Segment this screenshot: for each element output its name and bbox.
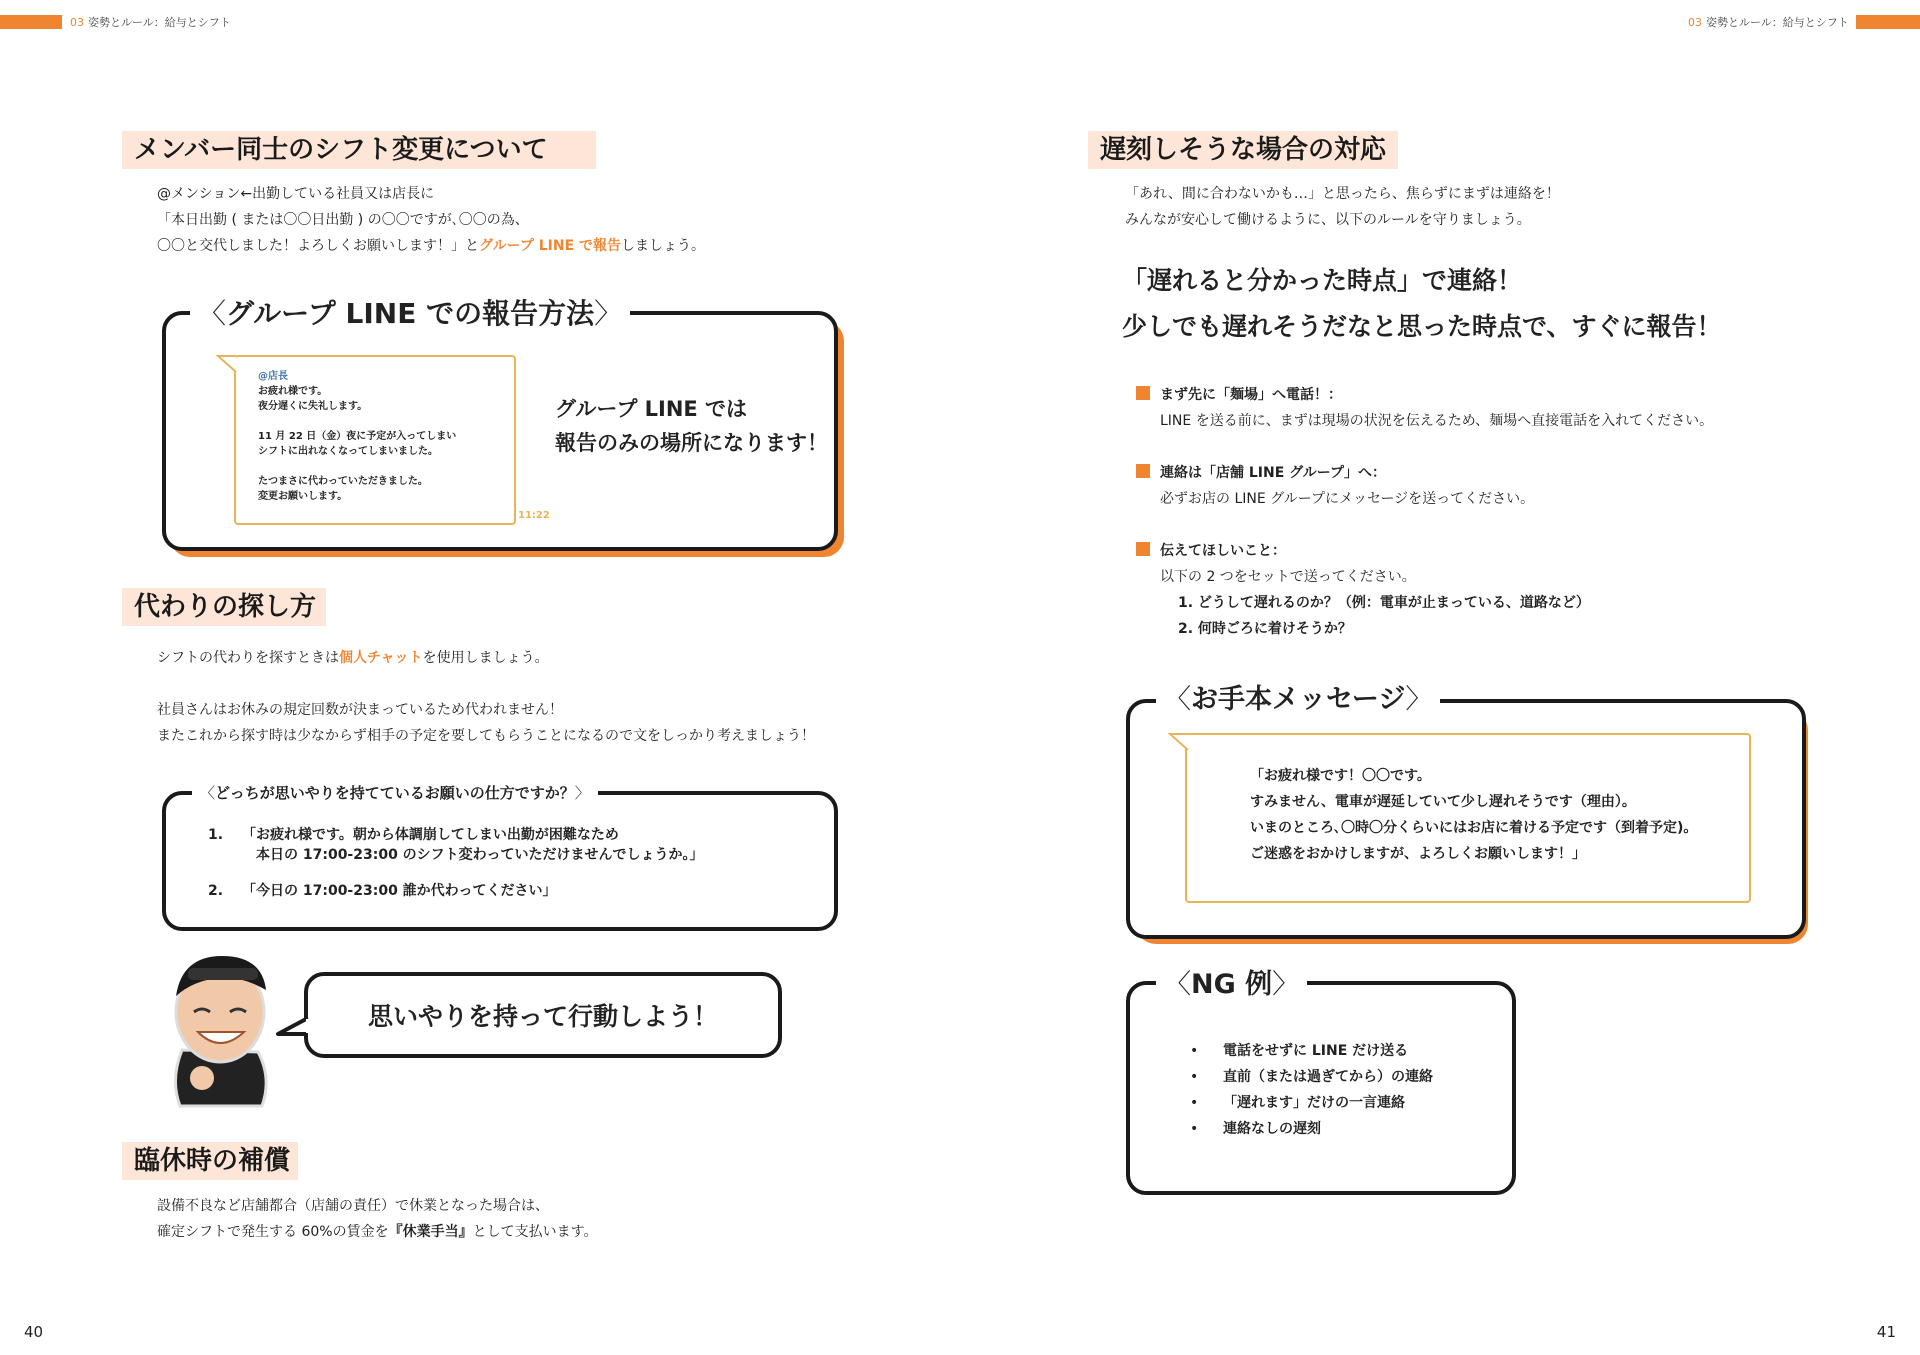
section-title-shift-change: メンバー同士のシフト変更について	[122, 131, 596, 169]
section-title-find-replacement: 代わりの探し方	[122, 588, 326, 626]
text-line: 「あれ、間に合わないかも…」と思ったら、焦らずにまずは連絡を！	[1125, 186, 1560, 202]
section-title-late-response: 遅刻しそうな場合の対応	[1088, 131, 1398, 169]
chat-line: 夜分遅くに失礼します。	[258, 401, 368, 412]
ng-example-box-title: 〈NG 例〉	[1156, 965, 1307, 1005]
chat-tail-icon	[216, 354, 238, 376]
item-text: 「今日の 17:00-23:00 誰か代わってください」	[242, 883, 557, 899]
chat-line: 変更お願いします。	[258, 491, 348, 502]
header-label-right	[1688, 14, 1849, 30]
chat-line: シフトに出れなくなってしまいました。	[258, 446, 438, 457]
shift-change-text	[157, 181, 705, 259]
text-line: @メンション←出勤している社員又は店長に	[157, 186, 435, 202]
highlight-text: 『休業手当』	[388, 1224, 473, 1240]
sub-item: 2. 何時ごろに着けそうか？	[1178, 621, 1352, 637]
rule-title: 伝えてほしいこと：	[1160, 543, 1286, 559]
header-chapter-number: 03	[70, 16, 84, 29]
text-line: 〇〇と交代しました！よろしくお願いします！」とグループ LINE で報告しましょう。	[157, 238, 706, 254]
sample-message-box-title: 〈お手本メッセージ〉	[1156, 680, 1440, 720]
chat-line: たつまさに代わっていただきました。	[258, 476, 428, 487]
closure-compensation-text	[157, 1193, 597, 1245]
item-text: 「お疲れ様です。朝から体調崩してしまい出勤が困難なため	[242, 827, 619, 843]
message-line: いまのところ､〇時〇分くらいにはお店に着ける予定です（到着予定)。	[1250, 820, 1698, 836]
chat-timestamp: 11:22	[518, 510, 550, 521]
chat-line: 11 月 22 日（金）夜に予定が入ってしまい	[258, 431, 457, 442]
headline-line: 「遅れると分かった時点」で連絡！	[1122, 266, 1523, 295]
header-label-left	[70, 14, 231, 30]
square-bullet-icon	[1136, 464, 1150, 478]
header-chapter-title: 姿勢とルール：給与とシフト	[88, 16, 231, 29]
sample-message-text	[1250, 763, 1697, 867]
page-number-right: 41	[1876, 1323, 1896, 1341]
text-line: 確定シフトで発生する 60%の賃金を『休業手当』として支払います。	[157, 1224, 598, 1240]
rule-title: 連絡は「店舗 LINE グループ」へ：	[1160, 465, 1387, 481]
item-number: 2.	[208, 883, 224, 899]
example-item-2	[208, 881, 557, 901]
section-title-closure-compensation: 臨休時の補償	[122, 1142, 298, 1180]
text-line: 設備不良など店舗都合（店舗の責任）で休業となった場合は、	[157, 1198, 549, 1214]
chat-tail-icon	[1168, 732, 1190, 754]
line-chat-content	[258, 369, 456, 504]
line-report-box-title: 〈グループ LINE での報告方法〉	[190, 294, 630, 334]
chat-mention: @店長	[258, 371, 288, 382]
rule-1	[1136, 382, 1713, 434]
example-item-1	[208, 825, 704, 865]
list-item: • 電話をせずに LINE だけ送る	[1190, 1043, 1409, 1059]
request-example-box-title: 〈どっちが思いやりを持てているお願いの仕方ですか？〉	[192, 779, 598, 807]
rule-title: まず先に「麺場」へ電話！：	[1160, 387, 1342, 403]
list-item: • 「遅れます」だけの一言連絡	[1190, 1095, 1405, 1111]
message-line: ご迷惑をおかけしますが、よろしくお願いします！」	[1250, 846, 1586, 862]
header-chapter-number: 03	[1688, 16, 1702, 29]
chat-line: お疲れ様です。	[258, 386, 328, 397]
staff-avatar	[162, 950, 280, 1110]
item-text: 本日の 17:00-23:00 のシフト変わっていただけませんでしょうか。」	[256, 847, 704, 863]
rule-3	[1136, 538, 1590, 642]
sub-item: 1. どうして遅れるのか？（例：電車が止まっている、道路など）	[1178, 595, 1590, 611]
list-item: • 直前（または過ぎてから）の連絡	[1190, 1069, 1433, 1085]
text-line: 社員さんはお休みの規定回数が決まっているため代われません！	[157, 702, 563, 718]
late-headline	[1122, 258, 1722, 350]
message-line: すみません、電車が遅延していて少し遅れそうです（理由）。	[1250, 794, 1636, 810]
speech-text: 思いやりを持って行動しよう！	[367, 1002, 718, 1031]
late-intro-text	[1125, 181, 1560, 233]
line-box-note	[555, 392, 828, 460]
square-bullet-icon	[1136, 542, 1150, 556]
headline-line: 少しでも遅れそうだなと思った時点で、すぐに報告！	[1122, 312, 1722, 341]
header-accent-bar-left	[0, 15, 62, 29]
page-number-left: 40	[24, 1323, 44, 1341]
rule-desc: 以下の 2 つをセットで送ってください。	[1160, 569, 1416, 585]
highlight-text: 個人チャット	[339, 650, 423, 666]
list-item: • 連絡なしの遅刻	[1190, 1121, 1321, 1137]
find-replacement-text	[157, 645, 815, 749]
note-line: 報告のみの場所になります！	[555, 431, 828, 455]
note-line: グループ LINE では	[555, 397, 748, 421]
text-line: シフトの代わりを探すときは個人チャットを使用しましょう。	[157, 650, 549, 666]
square-bullet-icon	[1136, 386, 1150, 400]
header-accent-bar-right	[1856, 15, 1920, 29]
rule-desc: LINE を送る前に、まずは現場の状況を伝えるため、麺場へ直接電話を入れてください。	[1160, 413, 1714, 429]
rule-2	[1136, 460, 1534, 512]
item-number: 1.	[208, 827, 224, 843]
text-line: またこれから探す時は少なからず相手の予定を要してもらうことになるので文をしっかり考えましょう！	[157, 728, 815, 744]
message-line: 「お疲れ様です！〇〇です。	[1250, 768, 1431, 784]
rule-desc: 必ずお店の LINE グループにメッセージを送ってください。	[1160, 491, 1535, 507]
highlight-text: グループ LINE で報告	[479, 238, 622, 254]
ng-list	[1190, 1038, 1433, 1142]
text-line: みんなが安心して働けるように、以下のルールを守りましょう。	[1125, 212, 1531, 228]
header-chapter-title: 姿勢とルール：給与とシフト	[1706, 16, 1849, 29]
text-line: 「本日出勤 ( または〇〇日出勤 ) の〇〇ですが､〇〇の為、	[157, 212, 529, 228]
